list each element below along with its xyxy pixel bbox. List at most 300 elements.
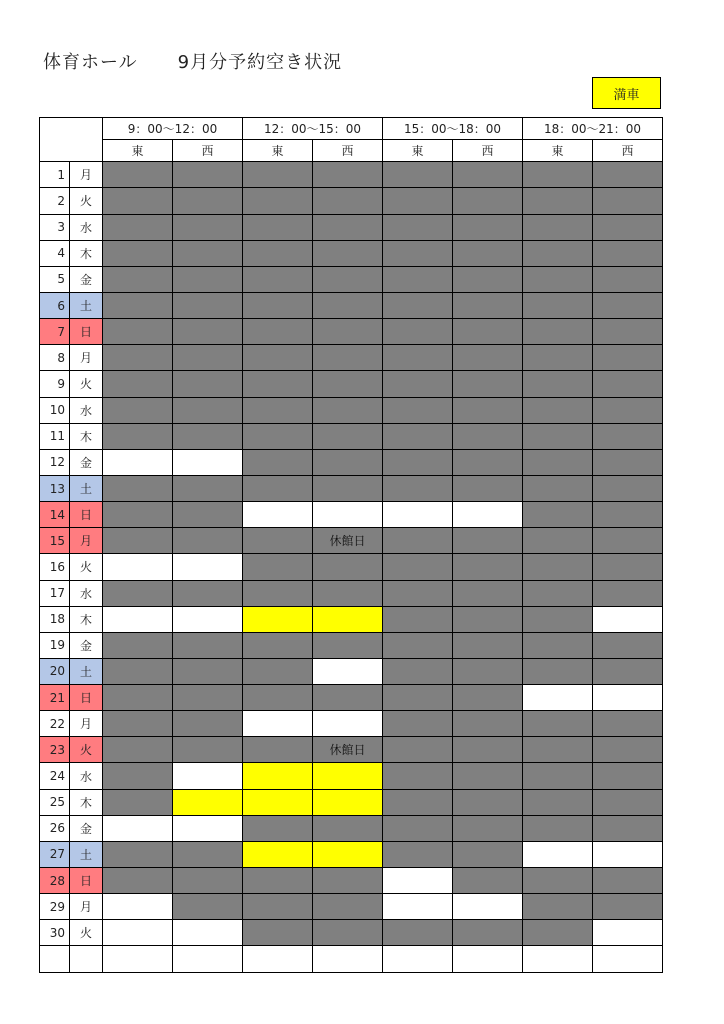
slot-cell: [103, 763, 173, 789]
slot-cell: [523, 789, 593, 815]
slot-cell: [313, 894, 383, 920]
slot-cell: [593, 423, 663, 449]
side-header-west: 西: [173, 140, 243, 162]
weekday-label: 火: [70, 737, 103, 763]
slot-cell: [593, 920, 663, 946]
weekday-label: 月: [70, 711, 103, 737]
slot-cell: [523, 502, 593, 528]
slot-cell: [173, 580, 243, 606]
slot-cell: [523, 292, 593, 318]
slot-cell: [313, 946, 383, 973]
slot-cell: [243, 292, 313, 318]
slot-cell: [523, 449, 593, 475]
slot-cell: [593, 894, 663, 920]
slot-cell: [103, 841, 173, 867]
day-number: 26: [40, 815, 70, 841]
slot-cell: [453, 920, 523, 946]
slot-cell: [243, 449, 313, 475]
slot-cell: [173, 502, 243, 528]
slot-cell: [383, 606, 453, 632]
slot-cell: [103, 266, 173, 292]
slot-cell: [313, 292, 383, 318]
slot-cell: [103, 319, 173, 345]
slot-cell: [173, 319, 243, 345]
day-number: 23: [40, 737, 70, 763]
slot-cell: [453, 423, 523, 449]
slot-cell: [313, 658, 383, 684]
slot-cell: [383, 397, 453, 423]
slot-cell: [173, 554, 243, 580]
slot-cell: [593, 789, 663, 815]
slot-cell: [173, 397, 243, 423]
slot-cell: [523, 946, 593, 973]
weekday-label: 水: [70, 580, 103, 606]
slot-cell: [243, 345, 313, 371]
slot-cell: [383, 345, 453, 371]
slot-cell: [103, 475, 173, 501]
slot-cell: [313, 397, 383, 423]
slot-cell: [593, 397, 663, 423]
slot-cell: [593, 658, 663, 684]
slot-cell: [313, 502, 383, 528]
slot-cell: [243, 946, 313, 973]
slot-cell: [523, 737, 593, 763]
slot-cell: [593, 580, 663, 606]
day-row: [40, 711, 663, 737]
slot-cell: [453, 528, 523, 554]
side-header-west: 西: [453, 140, 523, 162]
slot-cell: [523, 763, 593, 789]
weekday-label: 金: [70, 266, 103, 292]
slot-cell: [383, 214, 453, 240]
slot-cell: [453, 841, 523, 867]
slot-cell: [173, 737, 243, 763]
slot-cell: [383, 815, 453, 841]
weekday-label: 土: [70, 475, 103, 501]
slot-cell: [383, 841, 453, 867]
weekday-label: 金: [70, 815, 103, 841]
slot-cell: [173, 449, 243, 475]
slot-cell: [243, 685, 313, 711]
day-row: [40, 658, 663, 684]
day-row: [40, 266, 663, 292]
slot-cell: [103, 580, 173, 606]
slot-cell: [593, 685, 663, 711]
slot-cell: [103, 946, 173, 973]
slot-cell: [593, 737, 663, 763]
slot-cell: [593, 632, 663, 658]
slot-cell: [453, 292, 523, 318]
day-number: 5: [40, 266, 70, 292]
slot-cell: [173, 266, 243, 292]
slot-cell: [313, 371, 383, 397]
slot-cell: [383, 868, 453, 894]
side-header-east: 東: [243, 140, 313, 162]
weekday-label: 月: [70, 894, 103, 920]
time-slot-header: 18：00～21：00: [523, 118, 663, 140]
slot-cell: [593, 371, 663, 397]
slot-cell: [523, 319, 593, 345]
day-row: [40, 946, 663, 973]
slot-cell: [453, 737, 523, 763]
slot-cell: [243, 894, 313, 920]
slot-cell: [593, 162, 663, 188]
slot-cell: [313, 188, 383, 214]
slot-cell: [453, 214, 523, 240]
slot-cell: [173, 711, 243, 737]
slot-cell: [453, 894, 523, 920]
slot-cell: [103, 449, 173, 475]
weekday-label: 日: [70, 868, 103, 894]
time-slot-header: 9：00～12：00: [103, 118, 243, 140]
day-row: [40, 502, 663, 528]
day-row: [40, 789, 663, 815]
slot-cell: [173, 841, 243, 867]
slot-cell: [593, 554, 663, 580]
slot-cell: [383, 763, 453, 789]
slot-cell: [593, 188, 663, 214]
slot-cell: [523, 711, 593, 737]
slot-cell: [313, 423, 383, 449]
slot-cell: [523, 868, 593, 894]
slot-cell: [453, 711, 523, 737]
weekday-label: 木: [70, 423, 103, 449]
slot-cell: [383, 920, 453, 946]
slot-cell: [103, 423, 173, 449]
slot-cell: [523, 345, 593, 371]
facility-name: 体育ホール: [43, 52, 138, 73]
day-row: [40, 423, 663, 449]
slot-cell: [453, 475, 523, 501]
slot-cell: [383, 240, 453, 266]
slot-cell: [383, 475, 453, 501]
slot-cell: [173, 345, 243, 371]
slot-cell: [453, 319, 523, 345]
weekday-label: 水: [70, 214, 103, 240]
day-row: [40, 632, 663, 658]
slot-cell: [173, 606, 243, 632]
slot-cell: [383, 502, 453, 528]
slot-cell: [523, 423, 593, 449]
slot-cell: [523, 188, 593, 214]
page-title: [43, 48, 342, 74]
weekday-label: 水: [70, 763, 103, 789]
weekday-label: 木: [70, 240, 103, 266]
slot-cell: [243, 240, 313, 266]
day-number: 19: [40, 632, 70, 658]
slot-cell: [383, 528, 453, 554]
slot-cell: [383, 371, 453, 397]
slot-cell: [383, 449, 453, 475]
slot-cell: [593, 528, 663, 554]
day-row: [40, 371, 663, 397]
slot-cell: [103, 188, 173, 214]
slot-cell: [103, 502, 173, 528]
slot-cell: [593, 946, 663, 973]
slot-cell: [173, 946, 243, 973]
slot-cell: [383, 789, 453, 815]
slot-cell: [453, 345, 523, 371]
day-number: [40, 946, 70, 973]
day-row: [40, 528, 663, 554]
day-number: 27: [40, 841, 70, 867]
slot-cell: [453, 868, 523, 894]
day-row: [40, 763, 663, 789]
slot-cell: [523, 580, 593, 606]
day-row: [40, 345, 663, 371]
weekday-label: 金: [70, 632, 103, 658]
slot-cell: [103, 711, 173, 737]
day-row: [40, 868, 663, 894]
slot-cell: [313, 606, 383, 632]
day-row: [40, 554, 663, 580]
slot-cell: [453, 658, 523, 684]
slot-cell: [593, 606, 663, 632]
slot-cell: [103, 815, 173, 841]
slot-cell: [593, 449, 663, 475]
slot-cell: [593, 345, 663, 371]
slot-cell: [453, 580, 523, 606]
slot-cell: [173, 763, 243, 789]
day-number: 18: [40, 606, 70, 632]
day-row: [40, 841, 663, 867]
slot-cell: [243, 554, 313, 580]
slot-cell: [383, 423, 453, 449]
slot-cell: [593, 319, 663, 345]
slot-cell: [453, 449, 523, 475]
slot-cell: [313, 554, 383, 580]
slot-cell: [523, 920, 593, 946]
day-number: 16: [40, 554, 70, 580]
slot-cell: [173, 371, 243, 397]
day-number: 25: [40, 789, 70, 815]
slot-cell: [453, 397, 523, 423]
slot-cell: [243, 319, 313, 345]
slot-cell: [593, 502, 663, 528]
day-number: 1: [40, 162, 70, 188]
slot-cell: [523, 528, 593, 554]
slot-cell: [383, 711, 453, 737]
slot-cell: [383, 946, 453, 973]
day-row: [40, 920, 663, 946]
slot-cell: [523, 240, 593, 266]
slot-cell: [523, 371, 593, 397]
slot-cell: [173, 188, 243, 214]
day-row: [40, 606, 663, 632]
side-header-row: [40, 140, 663, 162]
slot-cell: [453, 632, 523, 658]
day-number: 17: [40, 580, 70, 606]
weekday-label: 土: [70, 292, 103, 318]
slot-cell: [453, 815, 523, 841]
day-row: [40, 240, 663, 266]
slot-cell: [243, 632, 313, 658]
slot-cell: [173, 162, 243, 188]
day-number: 28: [40, 868, 70, 894]
slot-cell: [313, 580, 383, 606]
day-number: 30: [40, 920, 70, 946]
slot-cell: [243, 528, 313, 554]
slot-cell: [383, 737, 453, 763]
weekday-label: 日: [70, 502, 103, 528]
day-number: 15: [40, 528, 70, 554]
slot-cell: [173, 815, 243, 841]
period-label: 9月分予約空き状況: [177, 52, 343, 73]
slot-cell: [453, 266, 523, 292]
day-row: [40, 737, 663, 763]
slot-cell: [383, 266, 453, 292]
slot-cell: [453, 685, 523, 711]
slot-cell: [103, 868, 173, 894]
weekday-label: 火: [70, 920, 103, 946]
slot-cell: [313, 815, 383, 841]
slot-cell: [313, 763, 383, 789]
slot-cell: [173, 632, 243, 658]
time-slot-header: 12：00～15：00: [243, 118, 383, 140]
day-number: 2: [40, 188, 70, 214]
slot-cell: [593, 815, 663, 841]
slot-cell: [243, 711, 313, 737]
slot-cell: [103, 162, 173, 188]
slot-cell: [243, 371, 313, 397]
slot-cell: [173, 658, 243, 684]
weekday-label: [70, 946, 103, 973]
slot-cell: [103, 789, 173, 815]
slot-cell: [103, 632, 173, 658]
weekday-label: 土: [70, 658, 103, 684]
slot-cell: [523, 475, 593, 501]
day-row: [40, 162, 663, 188]
weekday-label: 土: [70, 841, 103, 867]
slot-cell: [523, 894, 593, 920]
slot-cell: [243, 789, 313, 815]
slot-cell: [243, 475, 313, 501]
day-row: [40, 188, 663, 214]
side-header-east: 東: [383, 140, 453, 162]
slot-cell: [593, 240, 663, 266]
slot-cell: [523, 266, 593, 292]
slot-cell: [243, 815, 313, 841]
slot-cell: [593, 475, 663, 501]
side-header-east: 東: [103, 140, 173, 162]
day-row: [40, 319, 663, 345]
day-number: 11: [40, 423, 70, 449]
slot-cell: [313, 632, 383, 658]
slot-cell: [313, 868, 383, 894]
slot-cell: [453, 240, 523, 266]
slot-cell: [593, 763, 663, 789]
slot-cell: [313, 214, 383, 240]
weekday-label: 木: [70, 606, 103, 632]
slot-cell: [243, 502, 313, 528]
availability-table: [39, 117, 663, 973]
time-slot-header: 15：00～18：00: [383, 118, 523, 140]
slot-cell: [593, 266, 663, 292]
day-number: 13: [40, 475, 70, 501]
slot-cell: [313, 789, 383, 815]
slot-cell: [453, 606, 523, 632]
day-number: 3: [40, 214, 70, 240]
slot-cell: [103, 528, 173, 554]
slot-cell: [103, 606, 173, 632]
slot-cell: [453, 763, 523, 789]
side-header-west: 西: [313, 140, 383, 162]
slot-cell: [173, 292, 243, 318]
closed-day-note: 休館日: [313, 737, 383, 763]
slot-cell: [243, 188, 313, 214]
day-row: [40, 894, 663, 920]
slot-cell: [313, 685, 383, 711]
slot-cell: [523, 632, 593, 658]
slot-cell: [173, 240, 243, 266]
slot-cell: [103, 920, 173, 946]
day-number: 14: [40, 502, 70, 528]
slot-cell: [313, 475, 383, 501]
slot-cell: [103, 658, 173, 684]
slot-cell: [453, 946, 523, 973]
slot-cell: [243, 214, 313, 240]
slot-cell: [243, 423, 313, 449]
slot-cell: [313, 841, 383, 867]
slot-cell: [243, 658, 313, 684]
day-number: 21: [40, 685, 70, 711]
weekday-label: 月: [70, 528, 103, 554]
day-number: 22: [40, 711, 70, 737]
slot-cell: [453, 371, 523, 397]
slot-cell: [383, 292, 453, 318]
weekday-label: 月: [70, 345, 103, 371]
slot-cell: [523, 554, 593, 580]
slot-cell: [523, 815, 593, 841]
slot-cell: [103, 345, 173, 371]
slot-cell: [243, 920, 313, 946]
slot-cell: [523, 685, 593, 711]
slot-cell: [523, 658, 593, 684]
slot-cell: [243, 868, 313, 894]
slot-cell: [453, 789, 523, 815]
day-number: 24: [40, 763, 70, 789]
slot-cell: [173, 920, 243, 946]
slot-cell: [173, 528, 243, 554]
slot-cell: [593, 711, 663, 737]
slot-cell: [453, 162, 523, 188]
day-number: 29: [40, 894, 70, 920]
slot-cell: [173, 894, 243, 920]
slot-cell: [173, 475, 243, 501]
corner-cell: [40, 118, 103, 162]
slot-cell: [453, 554, 523, 580]
day-number: 10: [40, 397, 70, 423]
slot-cell: [523, 162, 593, 188]
slot-cell: [103, 737, 173, 763]
day-number: 7: [40, 319, 70, 345]
closed-day-note: 休館日: [313, 528, 383, 554]
weekday-label: 木: [70, 789, 103, 815]
slot-cell: [103, 397, 173, 423]
slot-cell: [103, 214, 173, 240]
weekday-label: 金: [70, 449, 103, 475]
slot-cell: [103, 685, 173, 711]
side-header-east: 東: [523, 140, 593, 162]
slot-cell: [173, 423, 243, 449]
slot-cell: [313, 920, 383, 946]
slot-cell: [313, 162, 383, 188]
slot-cell: [383, 632, 453, 658]
slot-cell: [243, 737, 313, 763]
slot-cell: [593, 292, 663, 318]
slot-cell: [383, 554, 453, 580]
day-number: 6: [40, 292, 70, 318]
